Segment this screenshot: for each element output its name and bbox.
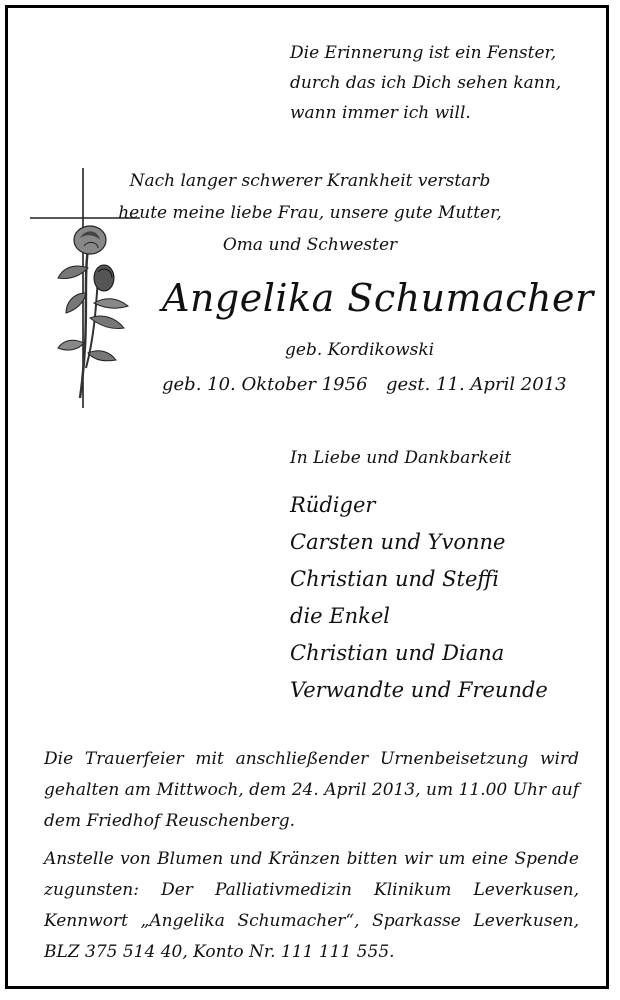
poem-line: Die Erinnerung ist ein Fenster, <box>290 43 557 63</box>
mourner-name: die Enkel <box>290 604 390 628</box>
mourner-name: Christian und Diana <box>290 641 505 665</box>
mourner-name: Rüdiger <box>290 493 376 517</box>
mourner-name: Christian und Steffi <box>290 567 500 591</box>
birth-name: geb. Kordikowski <box>285 340 435 360</box>
mourner-name: Verwandte und Freunde <box>290 678 548 702</box>
funeral-notice: Die Trauerfeier mit anschließender Urnenbeisetzung wird gehalten am Mittwoch, dem 24. April 2013, um 11.00 Uhr auf dem Friedhof Reuschenberg. <box>44 749 579 831</box>
donation-notice: Anstelle von Blumen und Kränzen bitten wir um eine Spende zugunsten: Der Palliativmedizin Klinikum Leverkusen, Kennwort „Angelika Schumacher“, Sparkasse Leverkusen, BLZ 375 514 40, Konto Nr. 111 111 555. <box>44 849 579 962</box>
announcement-line: Oma und Schwester <box>222 235 398 255</box>
death-date: gest. 11. April 2013 <box>386 374 567 395</box>
mourners-list <box>290 487 548 709</box>
announcement-line: heute meine liebe Frau, unsere gute Mutter, <box>118 203 502 223</box>
announcement-line: Nach langer schwerer Krankheit verstarb <box>129 171 491 191</box>
memorial-poem <box>290 38 561 128</box>
mourner-name: Carsten und Yvonne <box>290 530 506 554</box>
deceased-name: Angelika Schumacher <box>162 276 594 320</box>
death-announcement <box>0 165 620 261</box>
poem-line: durch das ich Dich sehen kann, <box>290 73 562 93</box>
mourners-intro: In Liebe und Dankbarkeit <box>290 448 512 468</box>
poem-line: wann immer ich will. <box>290 103 471 123</box>
birth-date: geb. 10. Oktober 1956 <box>162 374 368 395</box>
